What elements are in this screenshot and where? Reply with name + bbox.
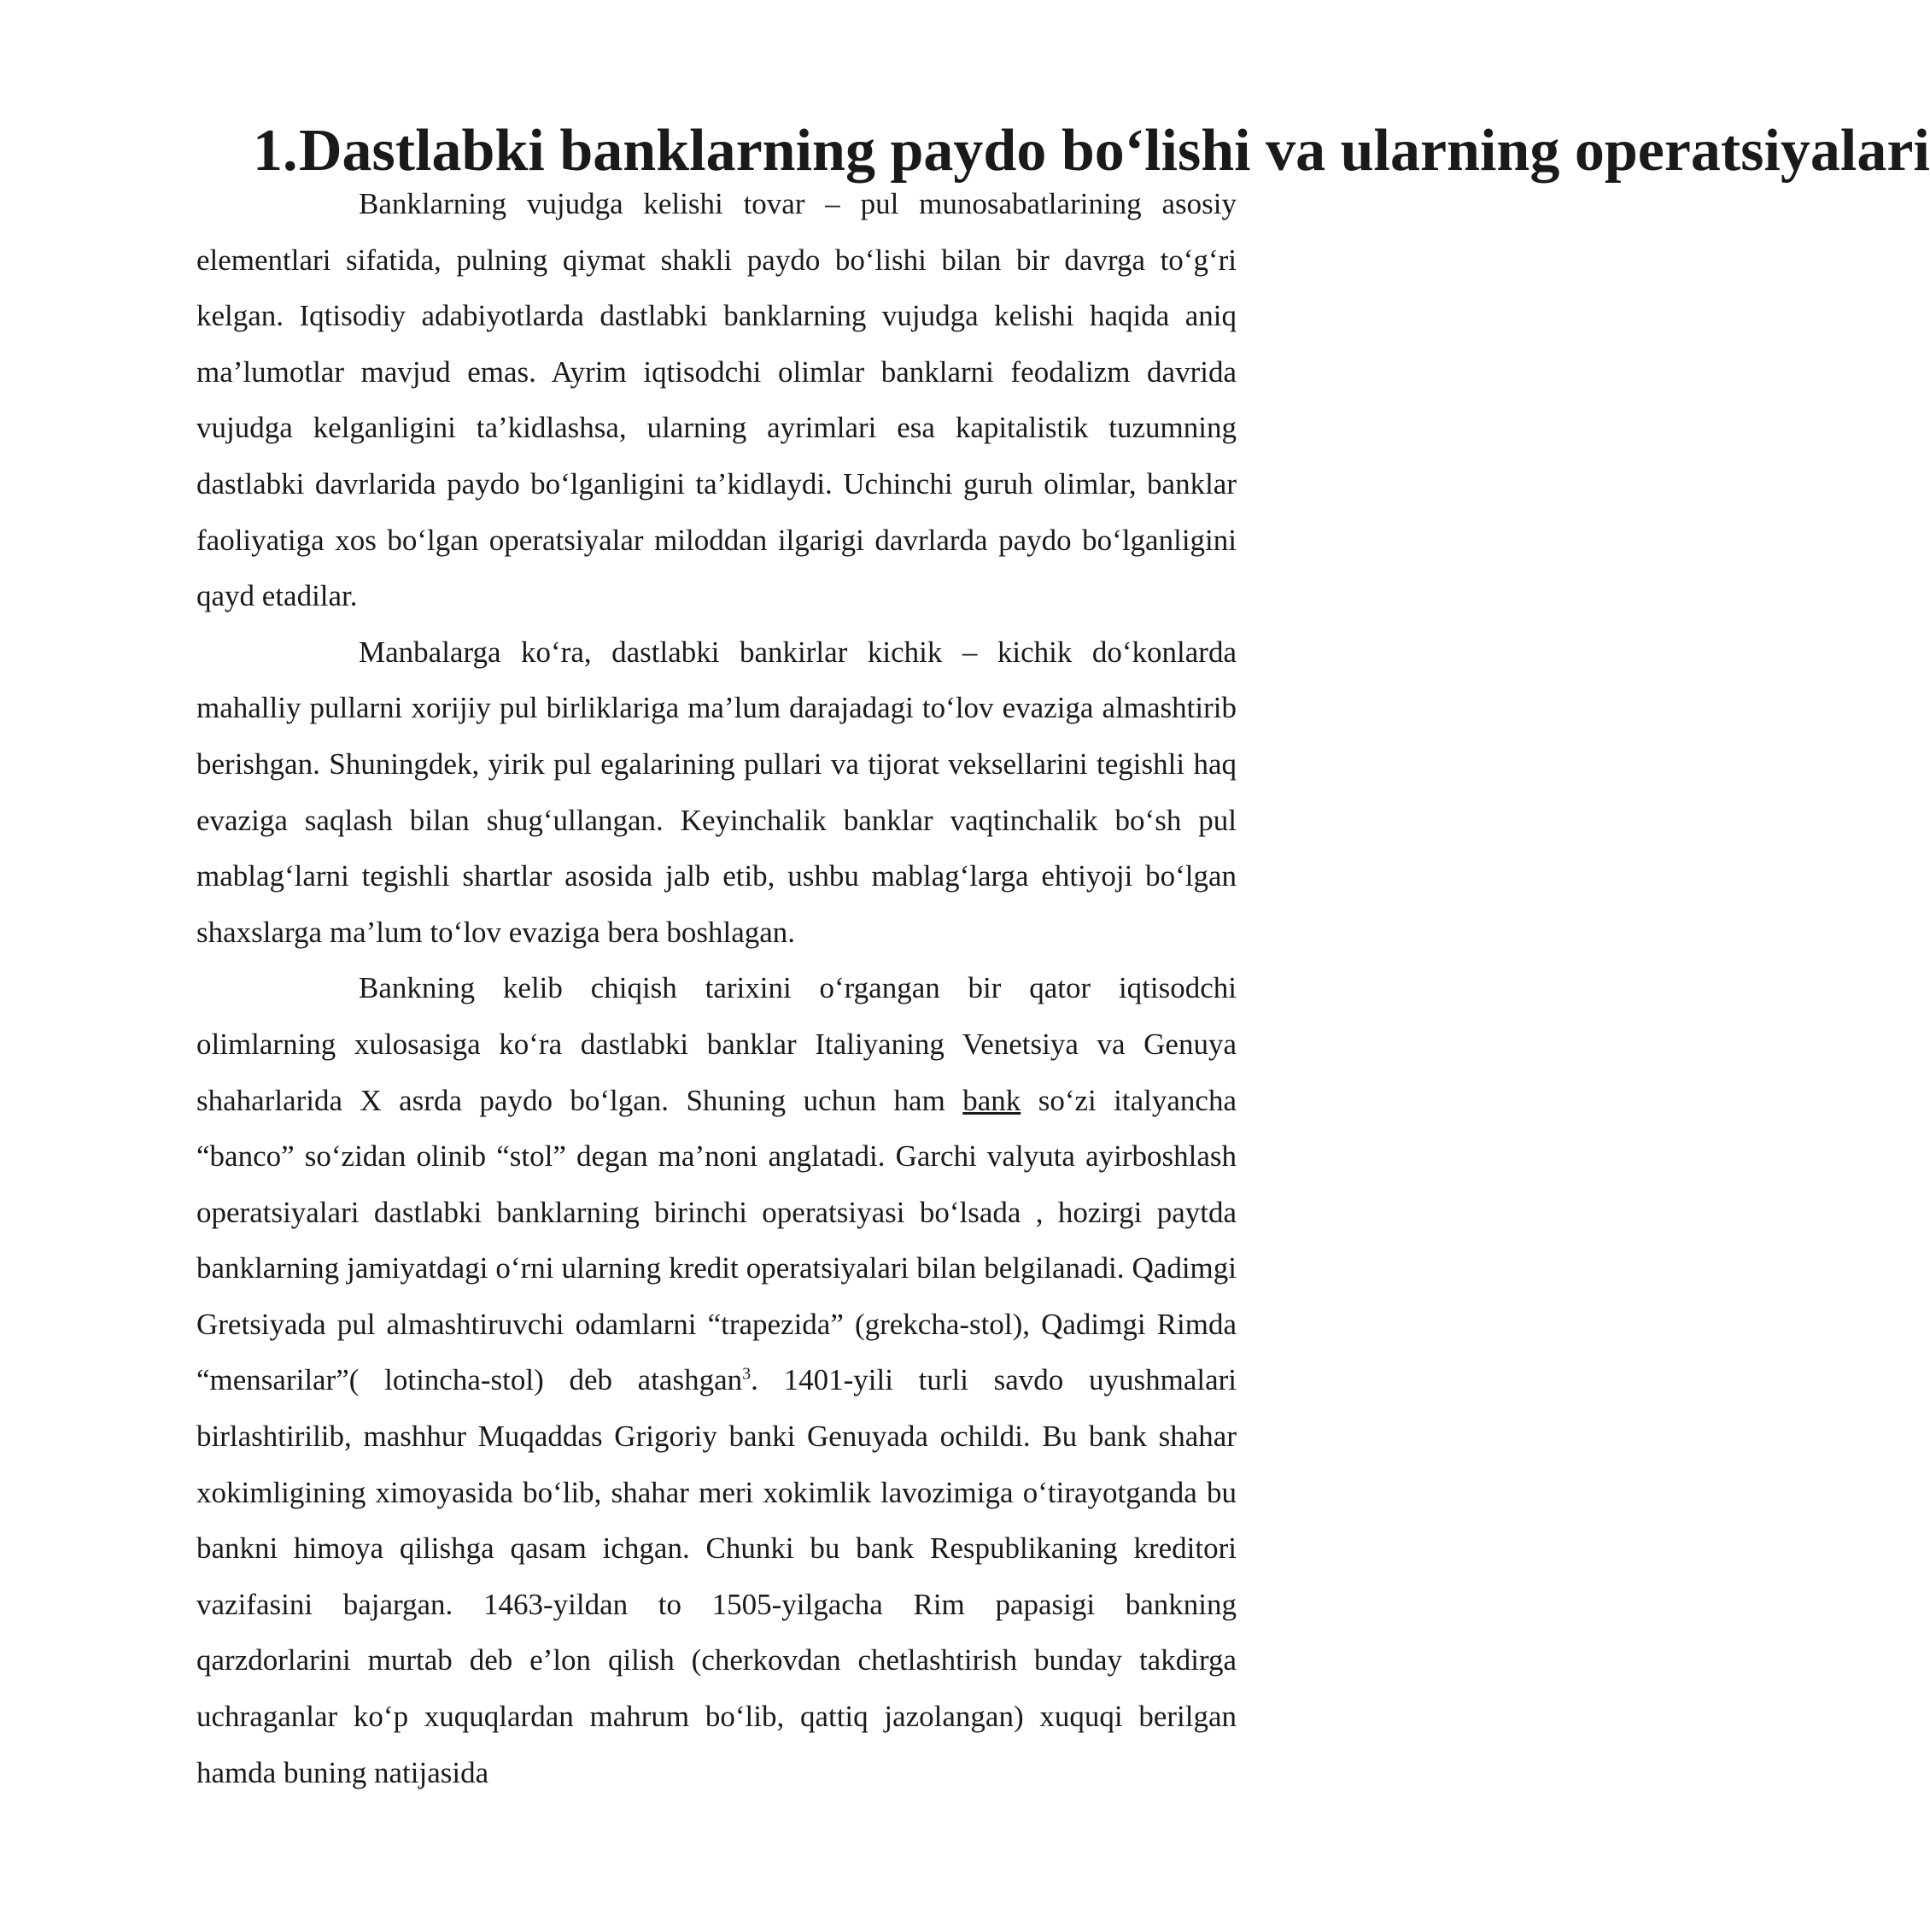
- document-page: [196, 118, 1930, 1800]
- paragraph-origins: Banklarning vujudga kelishi tovar – pul munosabatlarining asosiy elementlari sifatida, pulning qiymat shakli paydo bo‘lishi bilan bir davrga to‘g‘ri kelgan. Iqtisodiy adabiyotlarda dastlabki banklarning vujudga kelishi haqida aniq ma’lumotlar mavjud emas. Ayrim iqtisodchi olimlar banklarni feodalizm davrida vujudga kelganligini ta’kidlashsa, ularning ayrimlari esa kapitalistik tuzumning dastlabki davrlarida paydo bo‘lganligini ta’kidlaydi. Uchinchi guruh olimlar, banklar faoliyatiga xos bo‘lgan operatsiyalar miloddan ilgarigi davrlarda paydo bo‘lganligini qayd etadilar.: [196, 187, 1237, 613]
- section-title: Dastlabki banklarning paydo bo‘lishi va ularning operatsiyalari: [299, 118, 1930, 184]
- paragraph-history-part-2: so‘zi italyancha “banco” so‘zidan olinib “stol” degan ma’noni anglatadi. Garchi valyuta ayirboshlash operatsiyalari dastlabki banklarning birinchi operatsiyasi bo‘lsada , hozirgi paytda banklarning jamiyatdagi o‘rni ularning kredit operatsiyalari bilan belgilanadi. Qadimgi Gretsiyada pul almashtiruvchi odamlarni “trapezida” (grekcha-stol), Qadimgi Rimda “mensarilar”( lotincha-stol) deb atashgan: [196, 1083, 1237, 1397]
- paragraph-early-bankers: Manbalarga ko‘ra, dastlabki bankirlar kichik – kichik do‘konlarda mahalliy pullarni xorijiy pul birliklariga ma’lum darajadagi to‘lov evaziga almashtirib berishgan. Shuningdek, yirik pul egalarining pullari va tijorat veksellarini tegishli haq evaziga saqlash bilan shug‘ullangan. Keyinchalik banklar vaqtinchalik bo‘sh pul mablag‘larni tegishli shartlar asosida jalb etib, ushbu mablag‘larga ehtiyoji bo‘lgan shaxslarga ma’lum to‘lov evaziga bera boshlagan.: [196, 635, 1237, 949]
- underlined-term-bank: bank: [962, 1083, 1021, 1117]
- section-heading: [196, 118, 1930, 184]
- section-number: 1.: [253, 118, 298, 184]
- paragraph-history: [196, 960, 1237, 1800]
- paragraph-history-part-1: Bankning kelib chiqish tarixini o‘rgangan bir qator iqtisodchi olimlarning xulosasiga ko‘ra dastlabki banklar Italiyaning Venetsiya va Genuya shaharlarida X asrda paydo bo‘lgan. Shuning uchun ham: [196, 971, 1237, 1117]
- paragraph-history-part-3: . 1401-yili turli savdo uyushmalari birlashtirilib, mashhur Muqaddas Grigoriy banki Genuyada ochildi. Bu bank shahar xokimligining ximoyasida bo‘lib, shahar meri xokimlik lavozimiga o‘tirayotganda bu bankni himoya qilishga qasam ichgan. Chunki bu bank Respublikaning kreditori vazifasini bajargan. 1463-yildan to 1505-yilgacha Rim papasigi bankning qarzdorlarini murtab deb e’lon qilish (cherkovdan chetlashtirish bunday takdirga uchraganlar ko‘p xuquqlardan mahrum bo‘lib, qattiq jazolangan) xuquqi berilgan hamda buning natijasida: [196, 1363, 1237, 1789]
- footnote-marker[interactable]: 3: [742, 1364, 752, 1384]
